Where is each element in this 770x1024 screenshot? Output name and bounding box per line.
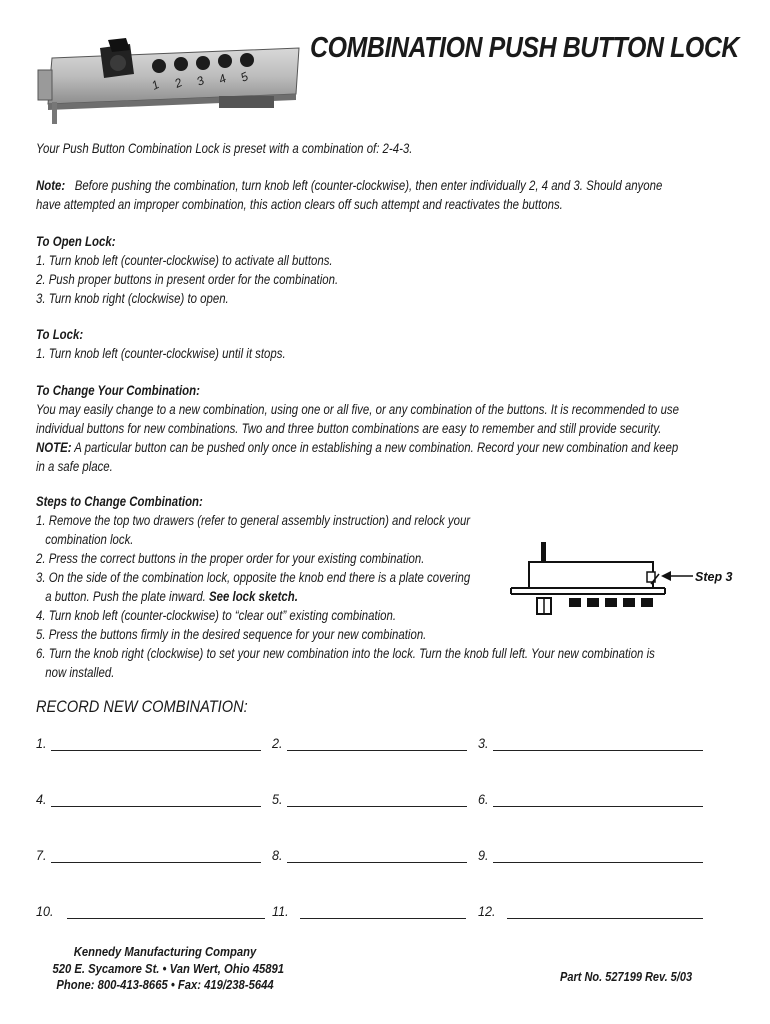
list-item: 3. Turn knob right (clockwise) to open. (36, 291, 229, 306)
lock-heading: To Lock: (36, 327, 84, 342)
button-number: 3 (194, 73, 207, 89)
button-number: 2 (172, 75, 185, 91)
combination-field-2[interactable]: 2. (272, 735, 467, 751)
button-number: 4 (216, 71, 229, 87)
record-heading: RECORD NEW COMBINATION: (36, 697, 248, 716)
list-item: 6. Turn the knob right (clockwise) to set your new combination into the lock. Turn the knob full left. Your new combination is (36, 646, 655, 661)
page-title: COMBINATION PUSH BUTTON LOCK (310, 32, 740, 64)
change-heading: To Change Your Combination: (36, 383, 200, 398)
note-label: NOTE: (36, 440, 72, 455)
change-combination-section: To Change Your Combination: You may easily change to a new combination, using one or all five, or any combination of the buttons. It is recommended to use individual buttons for new combinations. Two and three button combinations are easy to remember and still provide security. NOTE: A particular button can be pushed only once in establishing a new combination. Record your new combination and keep in a safe place. (36, 383, 679, 474)
open-lock-heading: To Open Lock: (36, 234, 116, 249)
list-item: 5. Press the buttons firmly in the desired sequence for your new combination. (36, 627, 427, 642)
steps-change-section: Steps to Change Combination: 1. Remove the top two drawers (refer to general assembly instruction) and relock your combination lock. 2. Press the correct buttons in the proper order for your existing combination. 3. On the side of the combination lock, opposite the knob end there is a plate covering a button. Push the plate inward. See lock sketch. 4. Turn knob left (counter-clockwise) to “clear out” existing combination. 5. Press the buttons firmly in the desired sequence for your new combination. 6. Turn the knob right (clockwise) to set your new combination into the lock. Turn the knob full left. Your new combination is now installed. (36, 494, 655, 680)
button-number: 1 (149, 77, 162, 93)
list-item: 1. Turn knob left (counter-clockwise) to activate all buttons. (36, 253, 333, 268)
combination-field-11[interactable]: 11. (272, 903, 466, 919)
list-item: 3. On the side of the combination lock, opposite the knob end there is a plate covering (36, 570, 471, 585)
list-item: now installed. (45, 665, 115, 680)
combination-field-1[interactable]: 1. (36, 735, 261, 751)
steps-change-heading: Steps to Change Combination: (36, 494, 203, 509)
sketch-step-label: Step 3 (695, 570, 733, 584)
list-item: 2. Push proper buttons in present order for the combination. (36, 272, 339, 287)
list-item: 2. Press the correct buttons in the proper order for your existing combination. (36, 551, 425, 566)
note-section: Note: Before pushing the combination, turn knob left (counter-clockwise), then enter individually 2, 4 and 3. Should anyone have attempted an improper combination, this action clears off such attempt and reactivates the buttons. (36, 178, 663, 212)
combination-field-10[interactable]: 10. (36, 903, 265, 919)
lock-illustration-icon (34, 30, 304, 126)
see-lock-sketch: See lock sketch. (209, 589, 298, 604)
lock-section (36, 325, 333, 363)
list-item: 1. Remove the top two drawers (refer to general assembly instruction) and relock your (36, 513, 471, 528)
part-number: Part No. 527199 Rev. 5/03 (560, 970, 693, 984)
combination-field-8[interactable]: 8. (272, 847, 467, 863)
button-number: 5 (238, 69, 251, 85)
lock-sketch-icon (505, 540, 735, 620)
combination-field-4[interactable]: 4. (36, 791, 261, 807)
company-address: Kennedy Manufacturing Company 520 E. Sycamore St. • Van Wert, Ohio 45891 Phone: 800-413-8665 • Fax: 419/238-5644 (52, 945, 285, 992)
open-lock-section (36, 232, 396, 308)
combination-field-3[interactable]: 3. (478, 735, 703, 751)
combination-field-9[interactable]: 9. (478, 847, 703, 863)
combination-field-5[interactable]: 5. (272, 791, 467, 807)
intro-text: Your Push Button Combination Lock is preset with a combination of: 2-4-3. (36, 141, 413, 156)
combination-field-7[interactable]: 7. (36, 847, 261, 863)
combination-field-6[interactable]: 6. (478, 791, 703, 807)
note-label: Note: (36, 178, 66, 193)
list-item: combination lock. (45, 532, 134, 547)
list-item: 1. Turn knob left (counter-clockwise) until it stops. (36, 346, 286, 361)
combination-field-12[interactable]: 12. (478, 903, 703, 919)
list-item: 4. Turn knob left (counter-clockwise) to “clear out” existing combination. (36, 608, 397, 623)
